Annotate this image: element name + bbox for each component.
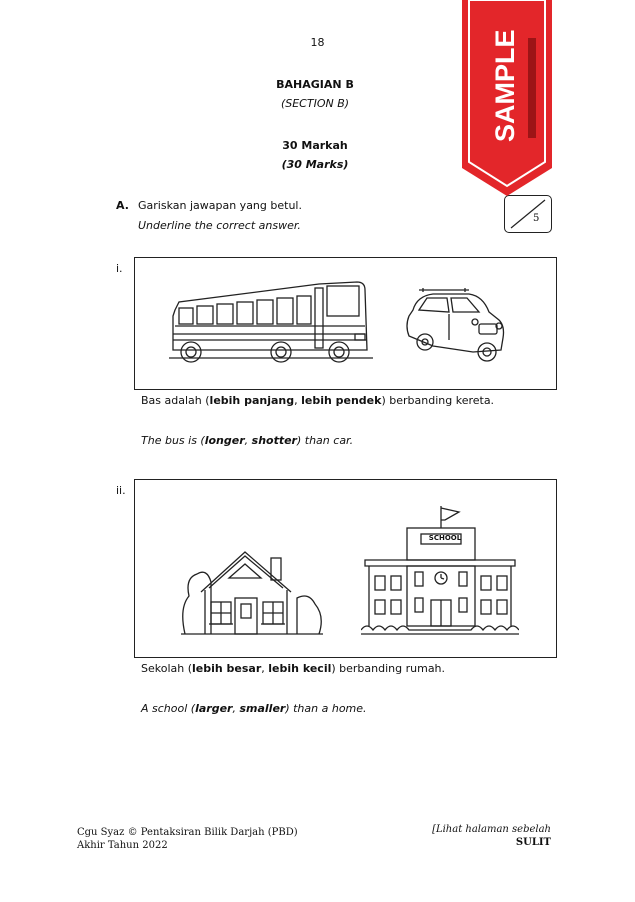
item-sentence-en bbox=[141, 702, 367, 715]
answer-option-2[interactable]: shotter bbox=[251, 434, 297, 447]
answer-option-1[interactable]: larger bbox=[195, 702, 233, 715]
marks-label: 30 Markah bbox=[282, 139, 348, 152]
footer-author: Cgu Syaz © Pentaksiran Bilik Darjah (PBD) bbox=[77, 827, 298, 838]
house-illustration bbox=[179, 548, 325, 636]
sentence-post: ) berbanding kereta. bbox=[381, 394, 495, 407]
sentence-post: ) berbanding rumah. bbox=[331, 662, 446, 675]
sentence-pre: The bus is ( bbox=[141, 434, 205, 447]
footer-left bbox=[77, 826, 298, 852]
marks-label-en: (30 Marks) bbox=[281, 158, 349, 171]
sentence-pre: Bas adalah ( bbox=[141, 394, 210, 407]
item-number: i. bbox=[116, 262, 123, 275]
answer-option-1[interactable]: lebih panjang bbox=[209, 394, 295, 407]
answer-option-2[interactable]: smaller bbox=[239, 702, 286, 715]
question-letter: A. bbox=[116, 199, 129, 212]
sentence-post: ) than car. bbox=[296, 434, 354, 447]
sentence-pre: A school ( bbox=[141, 702, 196, 715]
sample-watermark bbox=[462, 0, 552, 204]
footer-next-page: [Lihat halaman sebelah bbox=[432, 824, 551, 835]
item-sentence bbox=[141, 662, 445, 675]
section-title-en: (SECTION B) bbox=[280, 97, 350, 110]
sample-ribbon bbox=[462, 0, 552, 200]
sentence-separator: , bbox=[294, 394, 302, 407]
answer-option-1[interactable]: longer bbox=[204, 434, 245, 447]
footer-classification: SULIT bbox=[515, 837, 551, 848]
sample-text: SAMPLE bbox=[490, 29, 520, 142]
question-instruction: Gariskan jawapan yang betul. bbox=[138, 199, 302, 212]
answer-option-2[interactable]: lebih pendek bbox=[301, 394, 382, 407]
school-sign: SCHOOL bbox=[428, 534, 462, 542]
section-title: BAHAGIAN B bbox=[276, 78, 354, 91]
question-instruction-en: Underline the correct answer. bbox=[138, 219, 301, 232]
bus-illustration bbox=[169, 276, 375, 368]
item-number: ii. bbox=[116, 484, 126, 497]
footer-right bbox=[380, 823, 551, 849]
page-number: 18 bbox=[310, 36, 325, 49]
sentence-separator: , bbox=[261, 662, 269, 675]
school-illustration bbox=[361, 506, 519, 636]
item-image-frame bbox=[134, 257, 557, 390]
sentence-pre: Sekolah ( bbox=[141, 662, 193, 675]
footer-year: Akhir Tahun 2022 bbox=[77, 840, 168, 851]
car-illustration bbox=[403, 286, 507, 366]
item-sentence-en bbox=[141, 434, 353, 447]
sentence-post: ) than a home. bbox=[285, 702, 367, 715]
answer-option-1[interactable]: lebih besar bbox=[192, 662, 262, 675]
item-sentence bbox=[141, 394, 494, 407]
score-value: 5 bbox=[533, 213, 540, 224]
sentence-separator: , bbox=[244, 434, 252, 447]
answer-option-2[interactable]: lebih kecil bbox=[268, 662, 332, 675]
sentence-separator: , bbox=[232, 702, 240, 715]
item-image-frame bbox=[134, 479, 557, 658]
